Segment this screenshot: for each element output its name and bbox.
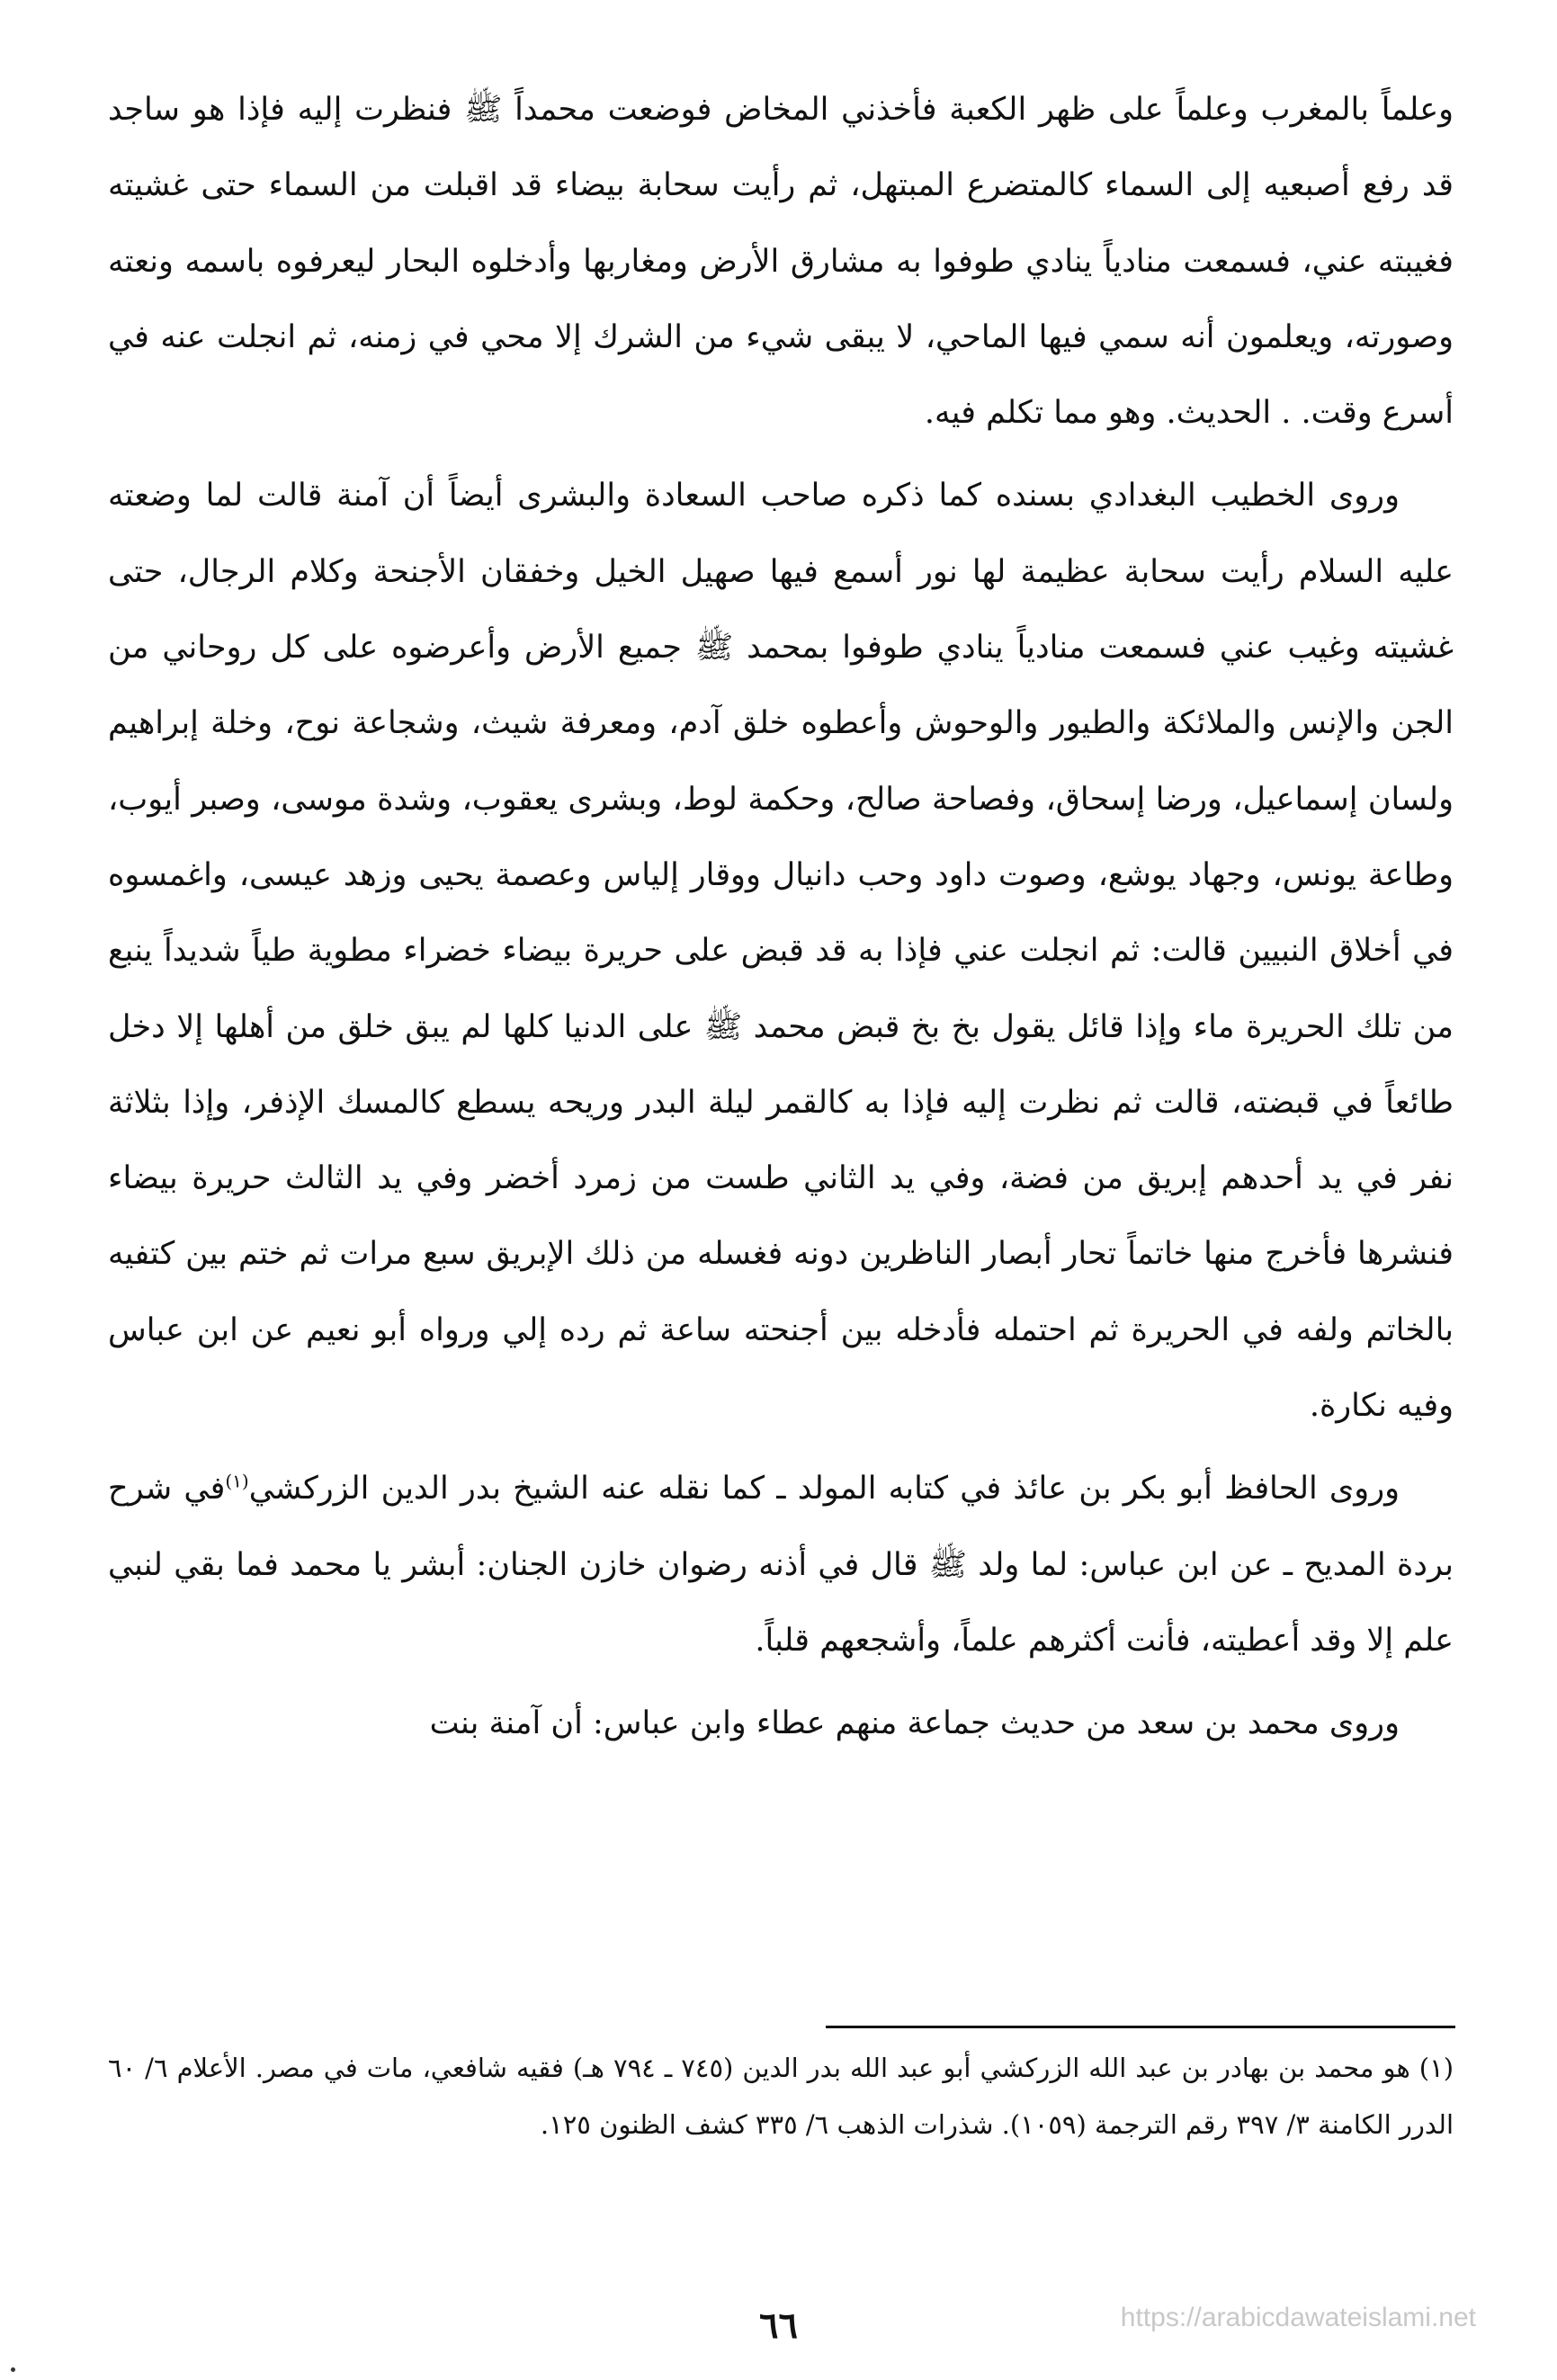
scan-speck [11, 2367, 15, 2372]
main-text [108, 72, 1454, 1762]
footnote-text: (١) هو محمد بن بهادر بن عبد الله الزركشي أبو عبد الله بدر الدين (٧٤٥ ـ ٧٩٤ هـ) فقيه شافعي، مات في مصر. الأعلام ٦/ ٦٠ الدرر الكامنة ٣/ ٣٩٧ رقم الترجمة (١٠٥٩). شذرات الذهب ٦/ ٣٣٥ كشف الظنون ١٢٥. [108, 2053, 1454, 2140]
footnote-divider [826, 2026, 1455, 2028]
watermark-url: https://arabicdawateislami.net [1120, 2303, 1476, 2332]
paragraph-3-part-b: في شرح بردة المديح ـ عن ابن عباس: لما ولد ﷺ قال في أذنه رضوان خازن الجنان: أبشر يا محمد فما بقي لنبي علم إلا وقد أعطيته، فأنت أكثرهم علماً، وأشجعهم قلباً. [108, 1471, 1454, 1659]
footnote-reference[interactable]: (١) [225, 1470, 249, 1492]
paragraph-3 [108, 1451, 1454, 1678]
paragraph-2: وروى الخطيب البغدادي بسنده كما ذكره صاحب السعادة والبشرى أيضاً أن آمنة قالت لما وضعته عليه السلام رأيت سحابة عظيمة لها نور أسمع فيها صهيل الخيل وخفقان الأجنحة وكلام الرجال، حتى غشيته وغيب عني فسمعت منادياً ينادي طوفوا بمحمد ﷺ جميع الأرض وأعرضوه على كل روحاني من الجن والإنس والملائكة والطيور والوحوش وأعطوه خلق آدم، ومعرفة شيث، وشجاعة نوح، وخلة إبراهيم ولسان إسماعيل، ورضا إسحاق، وفصاحة صالح، وحكمة لوط، وبشرى يعقوب، وشدة موسى، وصبر أيوب، وطاعة يونس، وجهاد يوشع، وصوت داود وحب دانيال ووقار إلياس وعصمة يحيى وزهد عيسى، واغمسوه في أخلاق النبيين قالت: ثم انجلت عني فإذا به قد قبض على حريرة بيضاء خضراء مطوية طياً شديداً ينبع من تلك الحريرة ماء وإذا قائل يقول بخ بخ قبض محمد ﷺ على الدنيا كلها لم يبق خلق من أهلها إلا دخل طائعاً في قبضته، قالت ثم نظرت إليه فإذا به كالقمر ليلة البدر وريحه يسطع كالمسك الإذفر، وإذا بثلاثة نفر في يد أحدهم إبريق من فضة، وفي يد الثاني طست من زمرد أخضر وفي يد الثالث حريرة بيضاء فنشرها فأخرج منها خاتماً تحار أبصار الناظرين دونه فغسله من ذلك الإبريق سبع مرات ثم ختم بين كتفيه بالخاتم ولفه في الحريرة ثم احتمله فأدخله بين أجنحته ساعة ثم رده إلي ورواه أبو نعيم عن ابن عباس وفيه نكارة. [108, 478, 1454, 1425]
paragraph-3-part-a: وروى الحافظ أبو بكر بن عائذ في كتابه المولد ـ كما نقله عنه الشيخ بدر الدين الزركشي [248, 1471, 1400, 1508]
page-number: ٦٦ [759, 2304, 798, 2347]
paragraph-4: وروى محمد بن سعد من حديث جماعة منهم عطاء وابن عباس: أن آمنة بنت [429, 1705, 1400, 1742]
footnote [108, 2040, 1454, 2153]
paragraph-1: وعلماً بالمغرب وعلماً على ظهر الكعبة فأخذني المخاض فوضعت محمداً ﷺ فنظرت إليه فإذا هو ساجد قد رفع أصبعيه إلى السماء كالمتضرع المبتهل، ثم رأيت سحابة بيضاء قد اقبلت من السماء حتى غشيته فغيبته عني، فسمعت منادياً ينادي طوفوا به مشارق الأرض ومغاربها وأدخلوه البحار ليعرفوه باسمه ونعته وصورته، ويعلمون أنه سمي فيها الماحي، لا يبقى شيء من الشرك إلا محي في زمنه، ثم انجلت عنه في أسرع وقت. . الحديث. وهو مما تكلم فيه. [108, 92, 1454, 432]
